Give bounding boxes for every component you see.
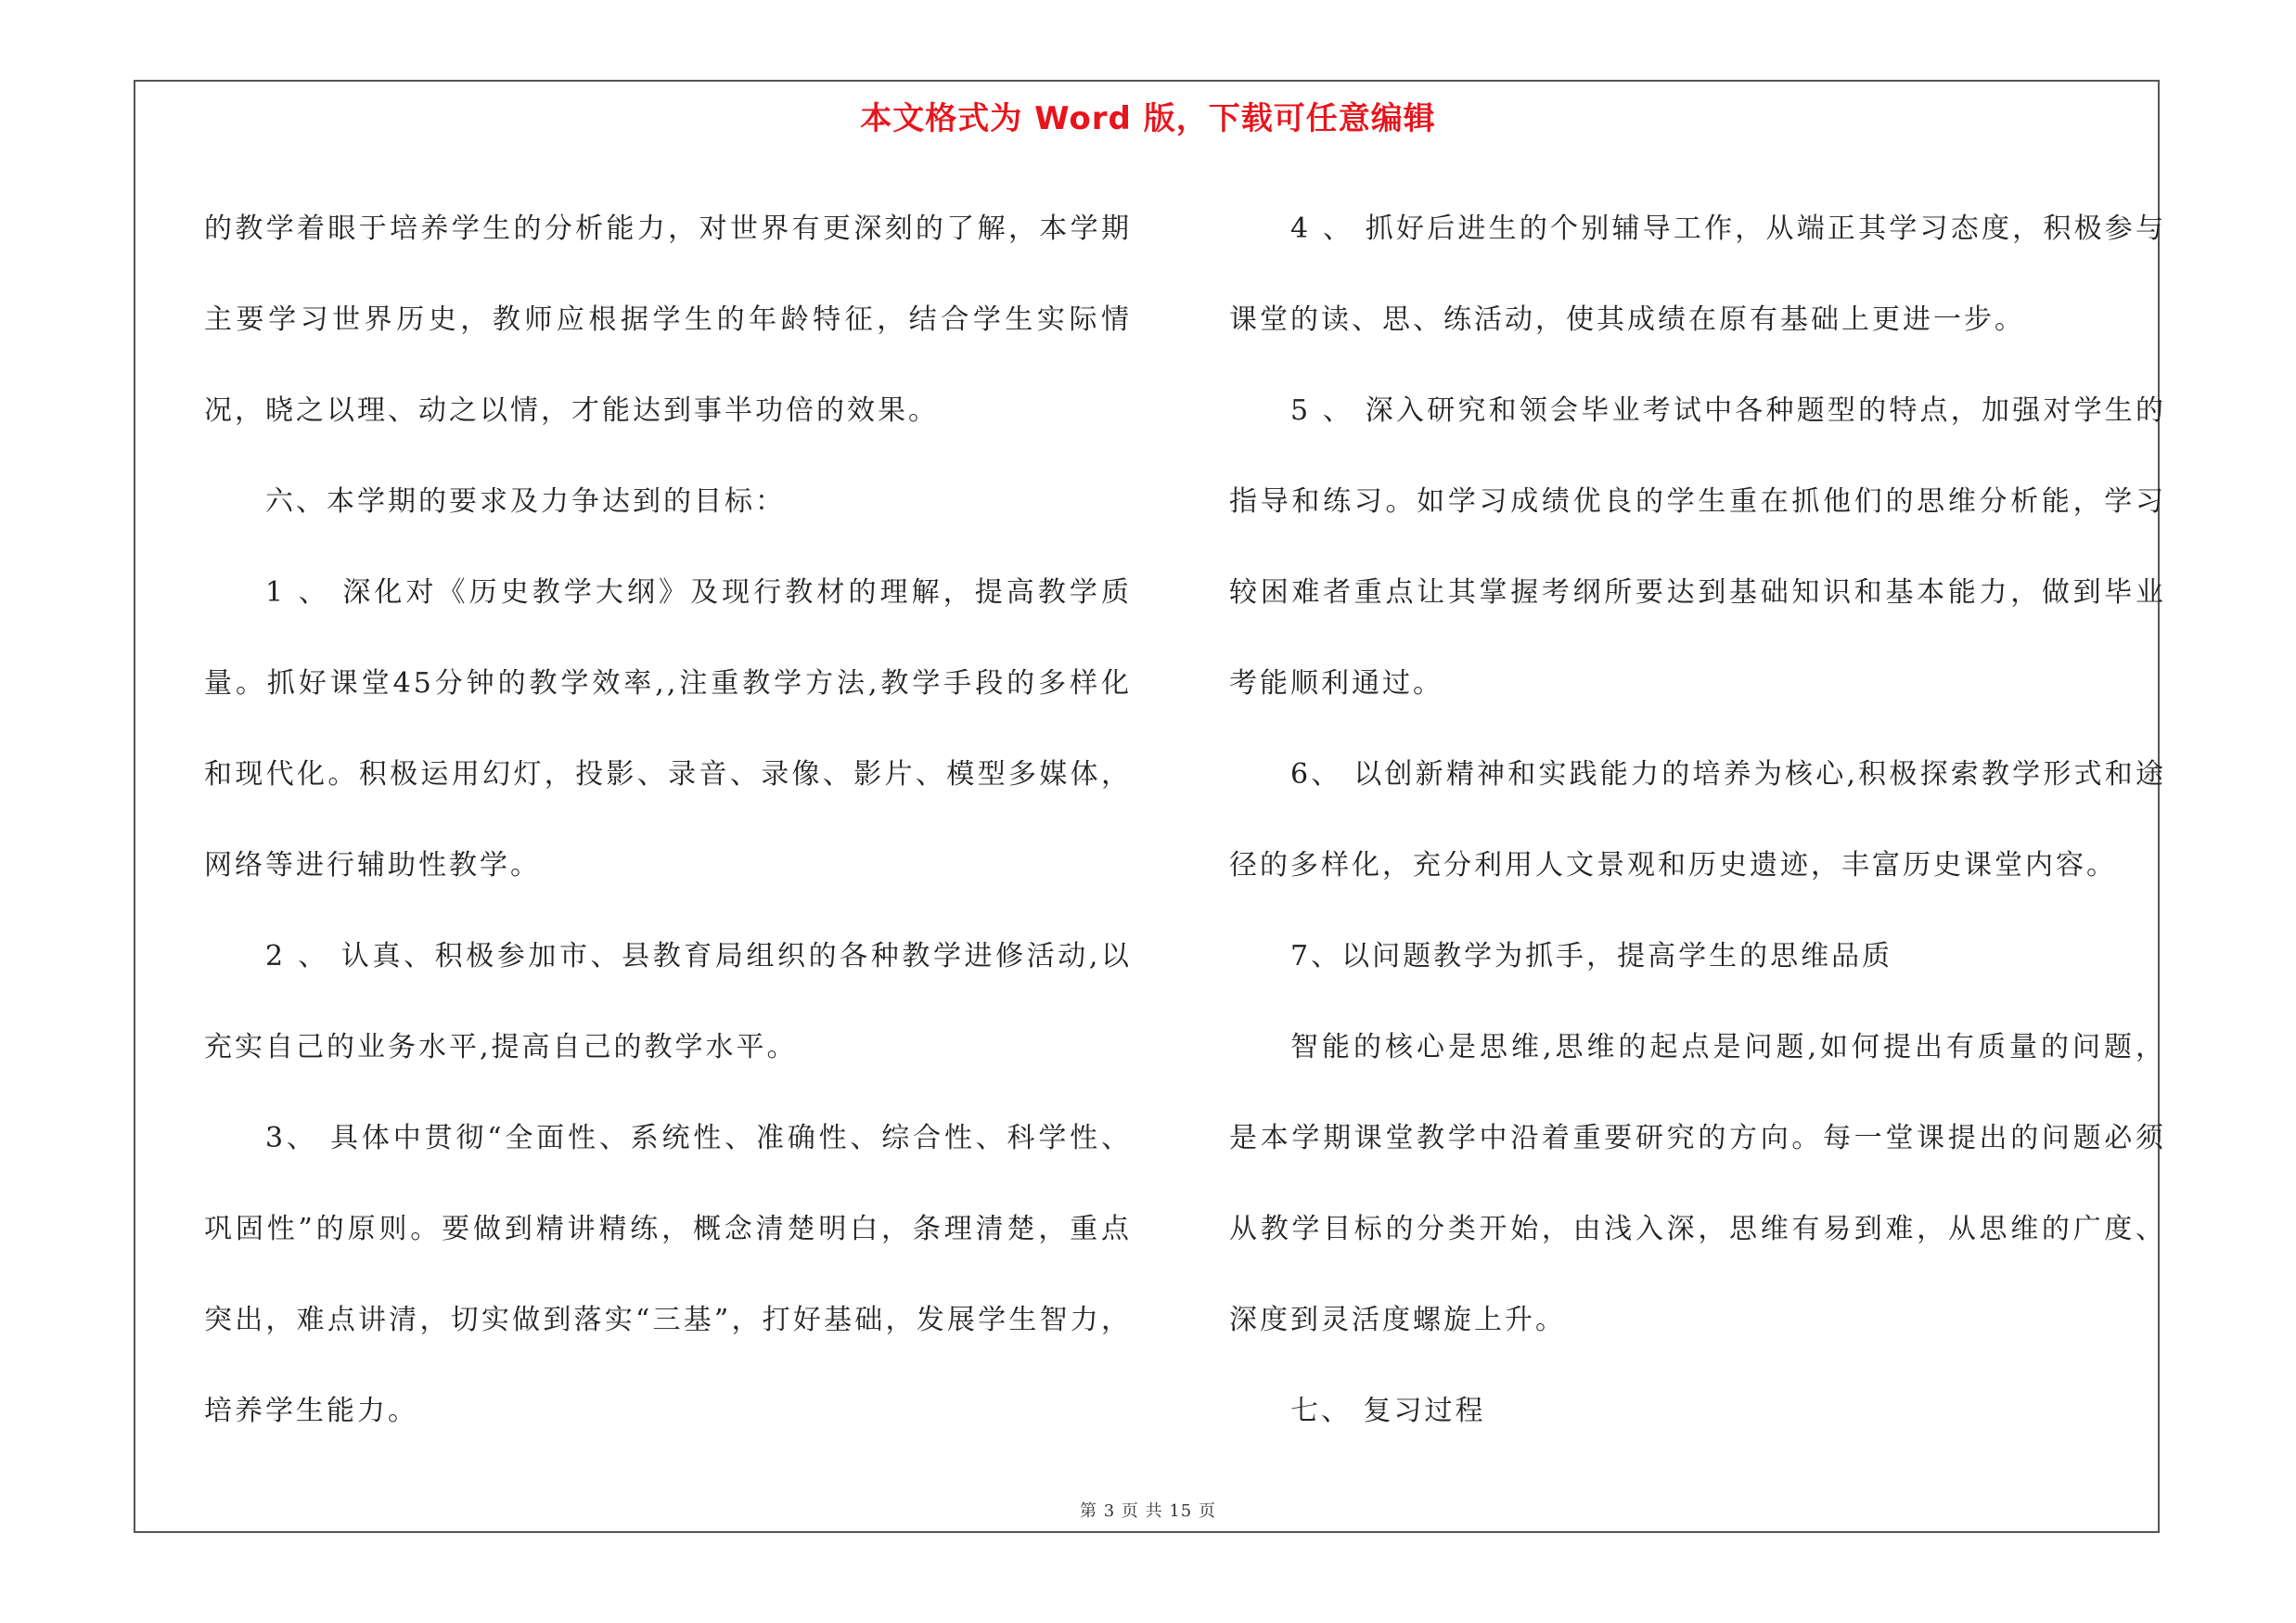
paragraph: 智能的核心是思维,思维的起点是问题,如何提出有质量的问题，是本学期课堂教学中沿着重要研究的方向。每一堂课提出的问题必须从教学目标的分类开始，由浅入深，思维有易到难，从思维的广度、深度到灵活度螺旋上升。 <box>1229 1031 2166 1336</box>
paragraph: 2 、 认真、积极参加市、县教育局组织的各种教学进修活动,以充实自己的业务水平,提高自己的教学水平。 <box>204 940 1132 1063</box>
paragraph: 1 、 深化对《历史教学大纲》及现行教材的理解，提高教学质量。抓好课堂45分钟的教学效率,,注重教学方法,教学手段的多样化和现代化。积极运用幻灯，投影、录音、录像、影片、模型多媒体，网络等进行辅助性教学。 <box>204 576 1132 882</box>
format-banner: 本文格式为 Word 版，下载可任意编辑 <box>860 100 1436 137</box>
section-heading: 七、 复习过程 <box>1290 1395 1486 1427</box>
paragraph: 3、 具体中贯彻“全面性、系统性、准确性、综合性、科学性、巩固性”的原则。要做到精讲精练，概念清楚明白，条理清楚，重点突出，难点讲清，切实做到落实“三基”，打好基础，发展学生智力，培养学生能力。 <box>204 1122 1132 1427</box>
paragraph: 5 、 深入研究和领会毕业考试中各种题型的特点，加强对学生的指导和练习。如学习成绩优良的学生重在抓他们的思维分析能，学习较困难者重点让其掌握考纲所要达到基础知识和基本能力，做到毕业考能顺利通过。 <box>1229 394 2166 700</box>
paragraph: 六、本学期的要求及力争达到的目标： <box>265 485 786 518</box>
paragraph: 7、以问题教学为抓手，提高学生的思维品质 <box>1290 940 1893 973</box>
paragraph: 6、 以创新精神和实践能力的培养为核心,积极探索教学形式和途径的多样化，充分利用人文景观和历史遗迹，丰富历史课堂内容。 <box>1229 758 2166 882</box>
page-number: 第 3 页 共 15 页 <box>1080 1501 1216 1521</box>
paragraph: 4 、 抓好后进生的个别辅导工作，从端正其学习态度，积极参与课堂的读、思、练活动，使其成绩在原有基础上更进一步。 <box>1229 213 2166 336</box>
paragraph: 的教学着眼于培养学生的分析能力，对世界有更深刻的了解，本学期主要学习世界历史，教师应根据学生的年龄特征，结合学生实际情况，晓之以理、动之以情，才能达到事半功倍的效果。 <box>204 213 1132 427</box>
left-column <box>204 184 1132 1457</box>
right-column <box>1229 184 2166 1457</box>
